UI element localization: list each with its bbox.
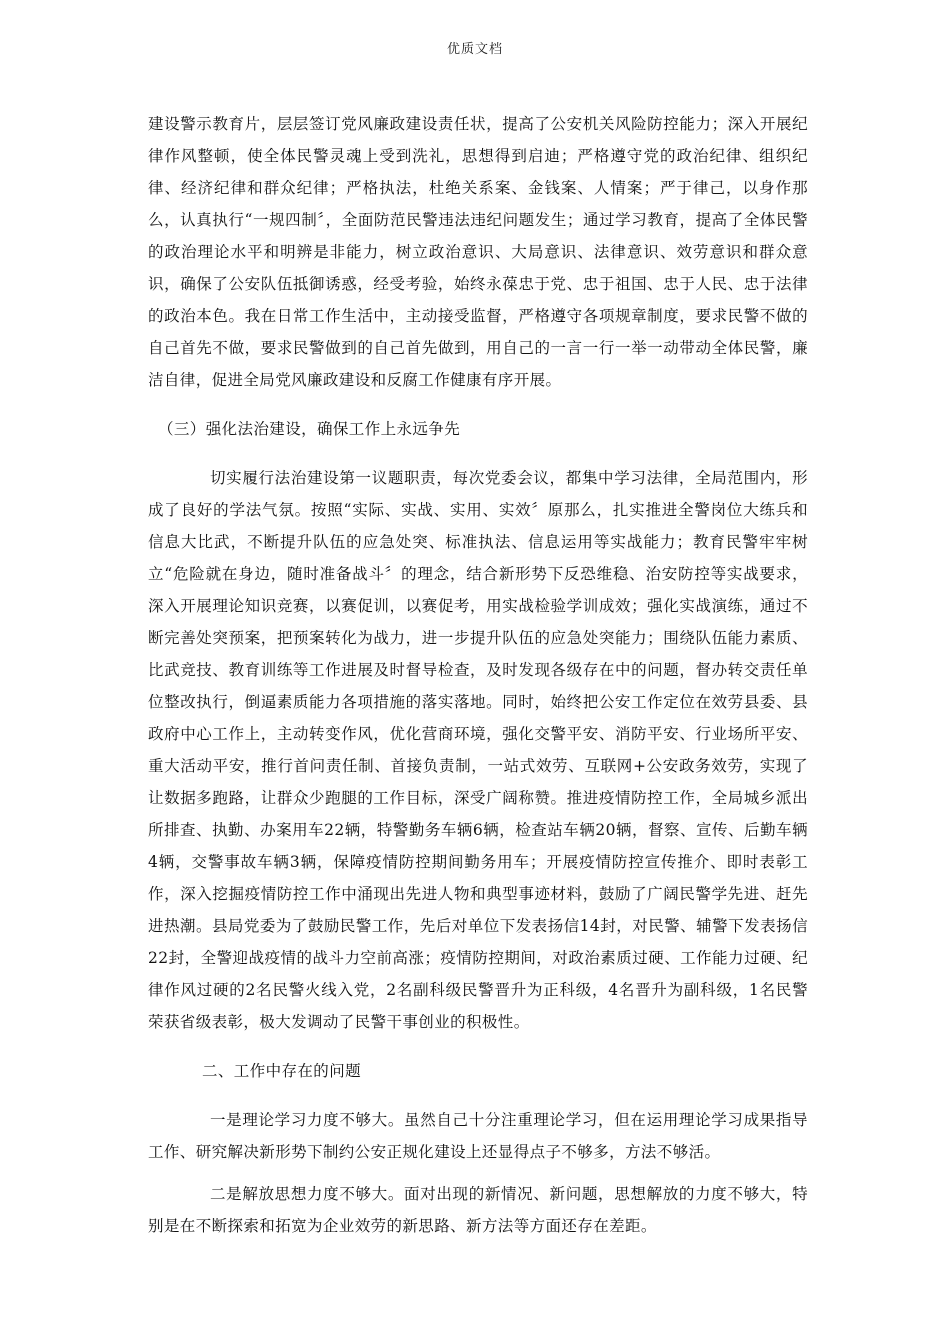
paragraph-discipline: 建设警示教育片，层层签订党风廉政建设责任状，提高了公安机关风险防控能力；深入开展纪律作风整顿，使全体民警灵魂上受到洗礼，思想得到启迪；严格遵守党的政治纪律、组织纪律、经济纪律和群众纪律；严格执法，杜绝关系案、金钱案、人情案；严于律己，以身作那么，认真执行“一规四制〞，全面防范民警违法违纪问题发生；通过学习教育，提高了全体民警的政治理论水平和明辨是非能力，树立政治意识、大局意识、法律意识、效劳意识和群众意识，确保了公安队伍抵御诱惑，经受考验，始终永葆忠于党、忠于祖国、忠于人民、忠于法律的政治本色。我在日常工作生活中，主动接受监督，严格遵守各项规章制度，要求民警不做的自己首先不做，要求民警做到的自己首先做到，用自己的一言一行一举一动带动全体民警，廉洁自律，促进全局党风廉政建设和反腐工作健康有序开展。 <box>148 115 808 389</box>
page-header: 优质文档 <box>446 42 503 57</box>
section-heading-problems: 二、工作中存在的问题 <box>202 1062 362 1080</box>
paragraph-problem-one: 一是理论学习力度不够大。虽然自己十分注重理论学习，但在运用理论学习成果指导工作、研究解决新形势下制约公安正规化建设上还显得点子不够多，方法不够活。 <box>148 1111 808 1161</box>
document-body <box>148 108 808 1242</box>
section-heading-rule-of-law: （三）强化法治建设，确保工作上永远争先 <box>158 420 461 438</box>
paragraph-problem-two: 二是解放思想力度不够大。面对出现的新情况、新问题，思想解放的力度不够大，特别是在不断探索和拓宽为企业效劳的新思路、新方法等方面还存在差距。 <box>148 1185 808 1235</box>
paragraph-rule-of-law: 切实履行法治建设第一议题职责，每次党委会议，都集中学习法律，全局范围内，形成了良好的学法气氛。按照“实际、实战、实用、实效〞原那么，扎实推进全警岗位大练兵和信息大比武，不断提升队伍的应急处突、标准执法、信息运用等实战能力；教育民警牢牢树立“危险就在身边，随时准备战斗〞的理念，结合新形势下反恐维稳、治安防控等实战要求，深入开展理论知识竞赛，以赛促训，以赛促考，用实战检验学训成效；强化实战演练，通过不断完善处突预案，把预案转化为战力，进一步提升队伍的应急处突能力；围绕队伍能力素质、比武竞技、教育训练等工作进展及时督导检查，及时发现各级存在中的问题，督办转交责任单位整改执行，倒逼素质能力各项措施的落实落地。同时，始终把公安工作定位在效劳县委、县政府中心工作上，主动转变作风，优化营商环境，强化交警平安、消防平安、行业场所平安、重大活动平安，推行首问责任制、首接负责制，一站式效劳、互联网+公安政务效劳，实现了让数据多跑路，让群众少跑腿的工作目标，深受广阔称赞。推进疫情防控工作，全局城乡派出所排查、执勤、办案用车22辆，特警勤务车辆6辆，检查站车辆20辆，督察、宣传、后勤车辆4辆，交警事故车辆3辆，保障疫情防控期间勤务用车；开展疫情防控宣传推介、即时表彰工作，深入挖掘疫情防控工作中涌现出先进人物和典型事迹材料，鼓励了广阔民警学先进、赶先进热潮。县局党委为了鼓励民警工作，先后对单位下发表扬信14封，对民警、辅警下发表扬信22封，全警迎战疫情的战斗力空前高涨；疫情防控期间，对政治素质过硬、工作能力过硬、纪律作风过硬的2名民警火线入党，2名副科级民警晋升为正科级，4名晋升为副科级，1名民警荣获省级表彰，极大发调动了民警干事创业的积极性。 <box>148 469 808 1031</box>
